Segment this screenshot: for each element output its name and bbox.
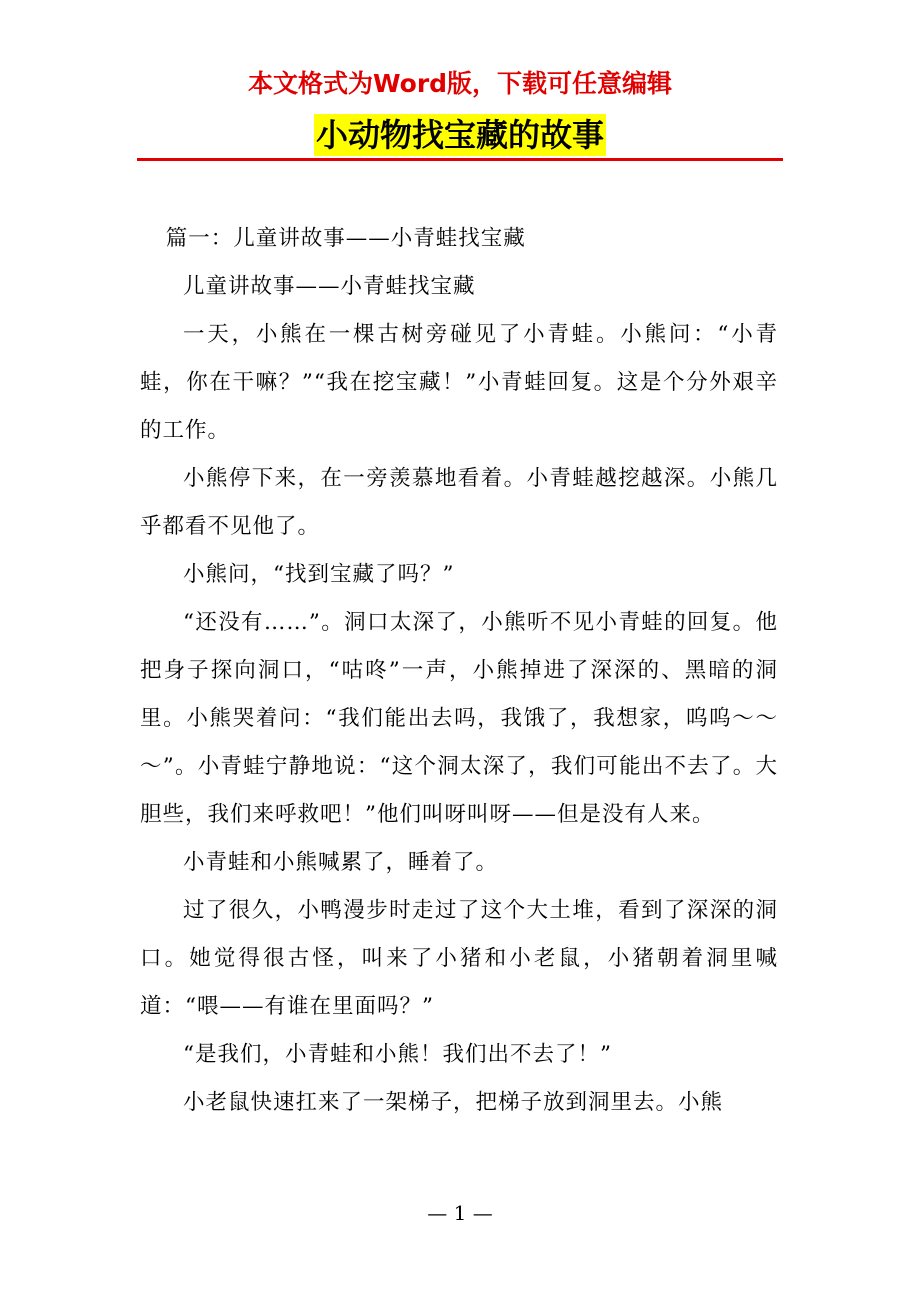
format-notice: 本文格式为Word版，下载可任意编辑 (247, 69, 673, 98)
paragraph: 小熊停下来，在一旁羡慕地看着。小青蛙越挖越深。小熊几乎都看不见他了。 (140, 466, 778, 539)
paragraph: 小熊问，“找到宝藏了吗？” (183, 562, 455, 587)
document-title: 小动物找宝藏的故事 (315, 116, 604, 154)
page-number: — 1 — (427, 1201, 493, 1225)
title-divider (137, 158, 783, 161)
paragraph: 小青蛙和小熊喊累了，睡着了。 (183, 850, 499, 875)
document-body (140, 215, 778, 1127)
paragraph: 过了很久，小鸭漫步时走过了这个大土堆，看到了深深的洞口。她觉得很古怪，叫来了小猪和小老鼠，小猪朝着洞里喊道：“喂——有谁在里面吗？” (140, 898, 778, 1019)
paragraph: 小老鼠快速扛来了一架梯子，把梯子放到洞里去。小熊 (183, 1090, 724, 1115)
paragraph: “是我们，小青蛙和小熊！我们出不去了！” (183, 1042, 612, 1067)
paragraph: 一天，小熊在一棵古树旁碰见了小青蛙。小熊问：“小青蛙，你在干嘛？”“我在挖宝藏！”小青蛙回复。这是个分外艰辛的工作。 (140, 322, 778, 443)
title-container (0, 114, 920, 156)
story-title: 儿童讲故事——小青蛙找宝藏 (183, 274, 476, 299)
paragraph: “还没有……”。洞口太深了，小熊听不见小青蛙的回复。他把身子探向洞口，“咕咚”一声，小熊掉进了深深的、黑暗的洞里。小熊哭着问：“我们能出去吗，我饿了，我想家，呜呜～～～”。小青蛙宁静地说：“这个洞太深了，我们可能出不去了。大胆些，我们来呼救吧！”他们叫呀叫呀——但是没有人来。 (140, 610, 778, 827)
section-heading: 篇一：儿童讲故事——小青蛙找宝藏 (165, 226, 526, 251)
